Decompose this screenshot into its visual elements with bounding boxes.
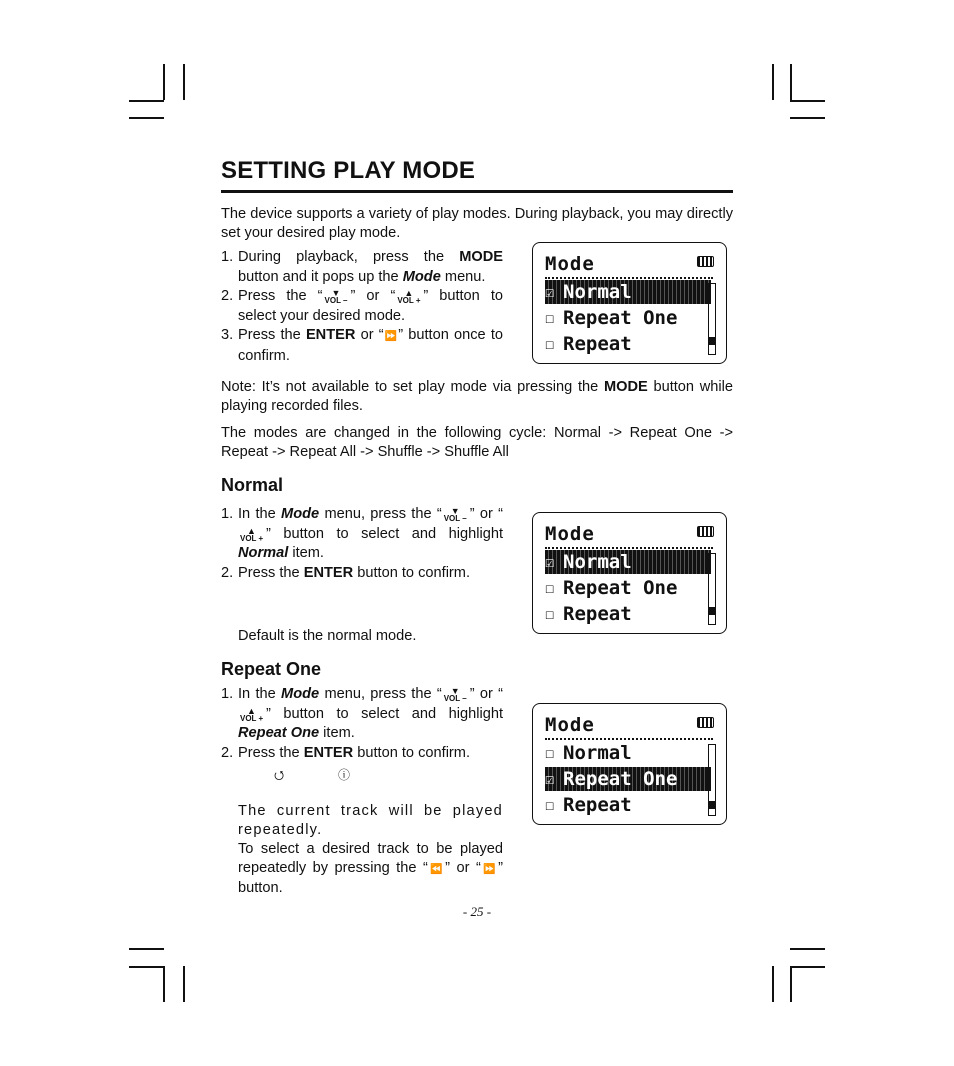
- crop-mark: [790, 948, 825, 950]
- checked-box-icon: ☑: [545, 770, 555, 788]
- lcd-item-repeat: ☐ Repeat: [545, 603, 632, 625]
- lcd-screen-mode-menu: [532, 242, 727, 364]
- repeat-one-steps: [221, 685, 503, 763]
- repeat-one-icon: ⭯: [274, 768, 285, 782]
- crop-mark: [129, 100, 164, 102]
- note-paragraph: Note: It’s not available to set play mode via pressing the MODE button while playing recorded files.: [221, 379, 734, 414]
- lcd-screen-repeat-one: [532, 703, 727, 825]
- unchecked-box-icon: ☐: [545, 335, 555, 353]
- lcd-item-normal: ☐ Normal: [545, 742, 632, 764]
- crop-mark: [183, 64, 185, 100]
- lcd-scroll-thumb: [709, 607, 715, 615]
- lcd-divider: [545, 277, 713, 279]
- battery-icon: [697, 717, 714, 728]
- lcd-title: Mode: [545, 253, 595, 275]
- unchecked-box-icon: ☐: [545, 796, 555, 814]
- lcd-title: Mode: [545, 523, 595, 545]
- section-heading-normal: Normal: [221, 475, 284, 495]
- normal-steps: [221, 505, 503, 583]
- normal-default-note: Default is the normal mode.: [238, 628, 417, 644]
- crop-mark: [790, 966, 792, 1002]
- info-icon: ⓘ: [338, 768, 351, 782]
- repeat-one-track-note: To select a desired track to be played repeatedly by pressing the “⏪” or “⏩” button.: [238, 841, 504, 896]
- lcd-title: Mode: [545, 714, 595, 736]
- lcd-item-normal: ☑ Normal: [545, 550, 711, 574]
- lcd-scrollbar: [708, 553, 716, 625]
- checked-box-icon: ☑: [545, 283, 555, 301]
- repeat-one-step-1: 1. In the Mode menu, press the “ ▼ VOL – ” or “ ▲ VOL + ” button to select and highlight Repeat One item.: [221, 686, 503, 741]
- unchecked-box-icon: ☐: [545, 744, 555, 762]
- crop-mark: [183, 966, 185, 1002]
- intro-step-2: 2. Press the “ ▼ VOL – ” or “ ▲ VOL + ” button to select your desired mode.: [221, 288, 503, 324]
- repeat-one-description: The current track will be played repeatedly.: [238, 803, 503, 838]
- vol-minus-icon: ▼ VOL –: [443, 506, 467, 523]
- vol-plus-icon: ▲ VOL +: [240, 705, 264, 723]
- crop-mark: [772, 966, 774, 1002]
- crop-mark: [129, 117, 164, 119]
- next-icon: ⏩: [480, 864, 499, 875]
- unchecked-box-icon: ☐: [545, 579, 555, 597]
- section-heading-repeat-one: Repeat One: [221, 659, 322, 679]
- intro-paragraph: The device supports a variety of play modes. During playback, you may directly set your desired play mode.: [221, 206, 733, 241]
- page-title: SETTING PLAY MODE: [221, 157, 476, 184]
- crop-mark: [129, 966, 164, 968]
- lcd-screen-normal: [532, 512, 727, 634]
- repeat-one-step-2: 2. Press the ENTER button to confirm.: [221, 744, 471, 761]
- crop-mark: [790, 100, 825, 102]
- unchecked-box-icon: ☐: [545, 605, 555, 623]
- battery-icon: [697, 526, 714, 537]
- intro-step-1: 1. During playback, press the MODE button and it pops up the Mode menu.: [221, 249, 503, 285]
- vol-plus-icon: ▲ VOL +: [397, 288, 421, 305]
- crop-mark: [163, 966, 165, 1002]
- vol-minus-icon: ▼ VOL –: [443, 686, 467, 703]
- vol-plus-icon: ▲ VOL +: [240, 525, 264, 543]
- normal-step-1: 1. In the Mode menu, press the “ ▼ VOL – ” or “ ▲ VOL + ” button to select and highlight Normal item.: [221, 506, 503, 561]
- lcd-item-repeat-one: ☐ Repeat One: [545, 307, 678, 329]
- title-rule: [221, 190, 733, 193]
- crop-mark: [772, 64, 774, 100]
- crop-mark: [129, 948, 164, 950]
- checked-box-icon: ☑: [545, 553, 555, 571]
- unchecked-box-icon: ☐: [545, 309, 555, 327]
- crop-mark: [790, 64, 792, 100]
- lcd-divider: [545, 547, 713, 549]
- crop-mark: [790, 966, 825, 968]
- lcd-scroll-thumb: [709, 337, 715, 345]
- lcd-item-repeat-one: ☑ Repeat One: [545, 767, 711, 791]
- next-icon: ⏩: [383, 331, 399, 342]
- lcd-item-repeat-one: ☐ Repeat One: [545, 577, 678, 599]
- crop-mark: [790, 117, 825, 119]
- previous-icon: ⏪: [427, 864, 446, 875]
- vol-minus-icon: ▼ VOL –: [324, 288, 348, 305]
- lcd-scroll-thumb: [709, 801, 715, 809]
- lcd-scrollbar: [708, 744, 716, 816]
- lcd-item-repeat: ☐ Repeat: [545, 794, 632, 816]
- intro-steps: [221, 248, 503, 366]
- intro-step-3: 3. Press the ENTER or “⏩” button once to confirm.: [221, 327, 503, 364]
- crop-mark: [163, 64, 165, 100]
- normal-step-2: 2. Press the ENTER button to confirm.: [221, 564, 471, 581]
- lcd-divider: [545, 738, 713, 740]
- battery-icon: [697, 256, 714, 267]
- lcd-item-repeat: ☐ Repeat: [545, 333, 632, 355]
- lcd-item-normal: ☑ Normal: [545, 280, 711, 304]
- page-number: - 25 -: [462, 904, 492, 919]
- cycle-paragraph: The modes are changed in the following cycle: Normal -> Repeat One -> Repeat -> Repeat All -> Shuffle -> Shuffle All: [221, 425, 733, 460]
- lcd-scrollbar: [708, 283, 716, 355]
